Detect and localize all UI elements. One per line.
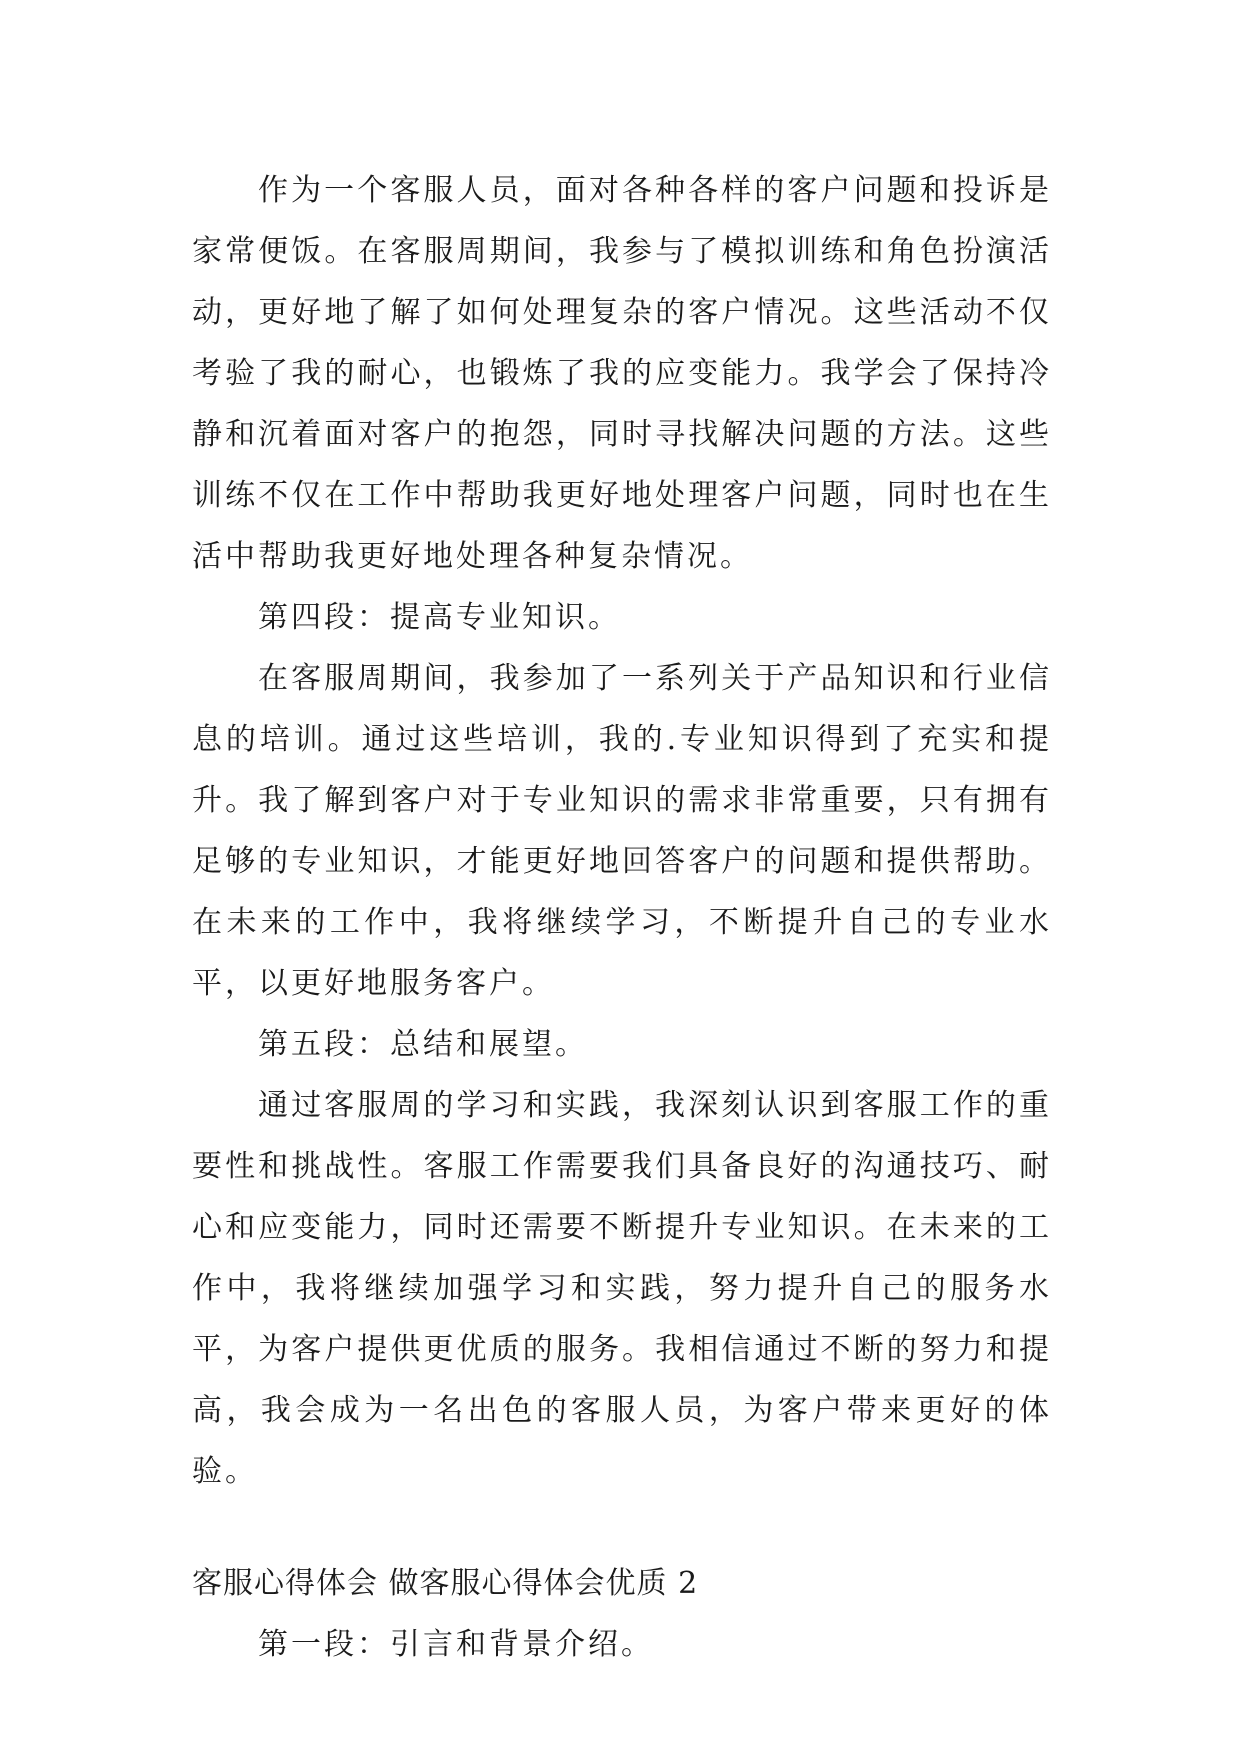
paragraph-customer-handling: 作为一个客服人员，面对各种各样的客户问题和投诉是家常便饭。在客服周期间，我参与了模拟训练和角色扮演活动，更好地了解了如何处理复杂的客户情况。这些活动不仅考验了我的耐心，也锻炼了我的应变能力。我学会了保持冷静和沉着面对客户的抱怨，同时寻找解决问题的方法。这些训练不仅在工作中帮助我更好地处理客户问题，同时也在生活中帮助我更好地处理各种复杂情况。 (192, 173, 1052, 574)
paragraph-summary: 通过客服周的学习和实践，我深刻认识到客服工作的重要性和挑战性。客服工作需要我们具备良好的沟通技巧、耐心和应变能力，同时还需要不断提升专业知识。在未来的工作中，我将继续加强学习和实践，努力提升自己的服务水平，为客户提供更优质的服务。我相信通过不断的努力和提高，我会成为一名出色的客服人员，为客户带来更好的体验。 (192, 1088, 1052, 1489)
section-heading-four: 第四段：提高专业知识。 (258, 600, 621, 635)
section-heading-one: 第一段：引言和背景介绍。 (258, 1627, 654, 1662)
paragraph-professional-knowledge: 在客服周期间，我参加了一系列关于产品知识和行业信息的培训。通过这些培训，我的.专业知识得到了充实和提升。我了解到客户对于专业知识的需求非常重要，只有拥有足够的专业知识，才能更好地回答客户的问题和提供帮助。在未来的工作中，我将继续学习，不断提升自己的专业水平，以更好地服务客户。 (192, 661, 1052, 1001)
document-body (192, 160, 1052, 1675)
section-heading-five: 第五段：总结和展望。 (258, 1027, 588, 1062)
article-title: 客服心得体会 做客服心得体会优质 2 (192, 1566, 699, 1601)
